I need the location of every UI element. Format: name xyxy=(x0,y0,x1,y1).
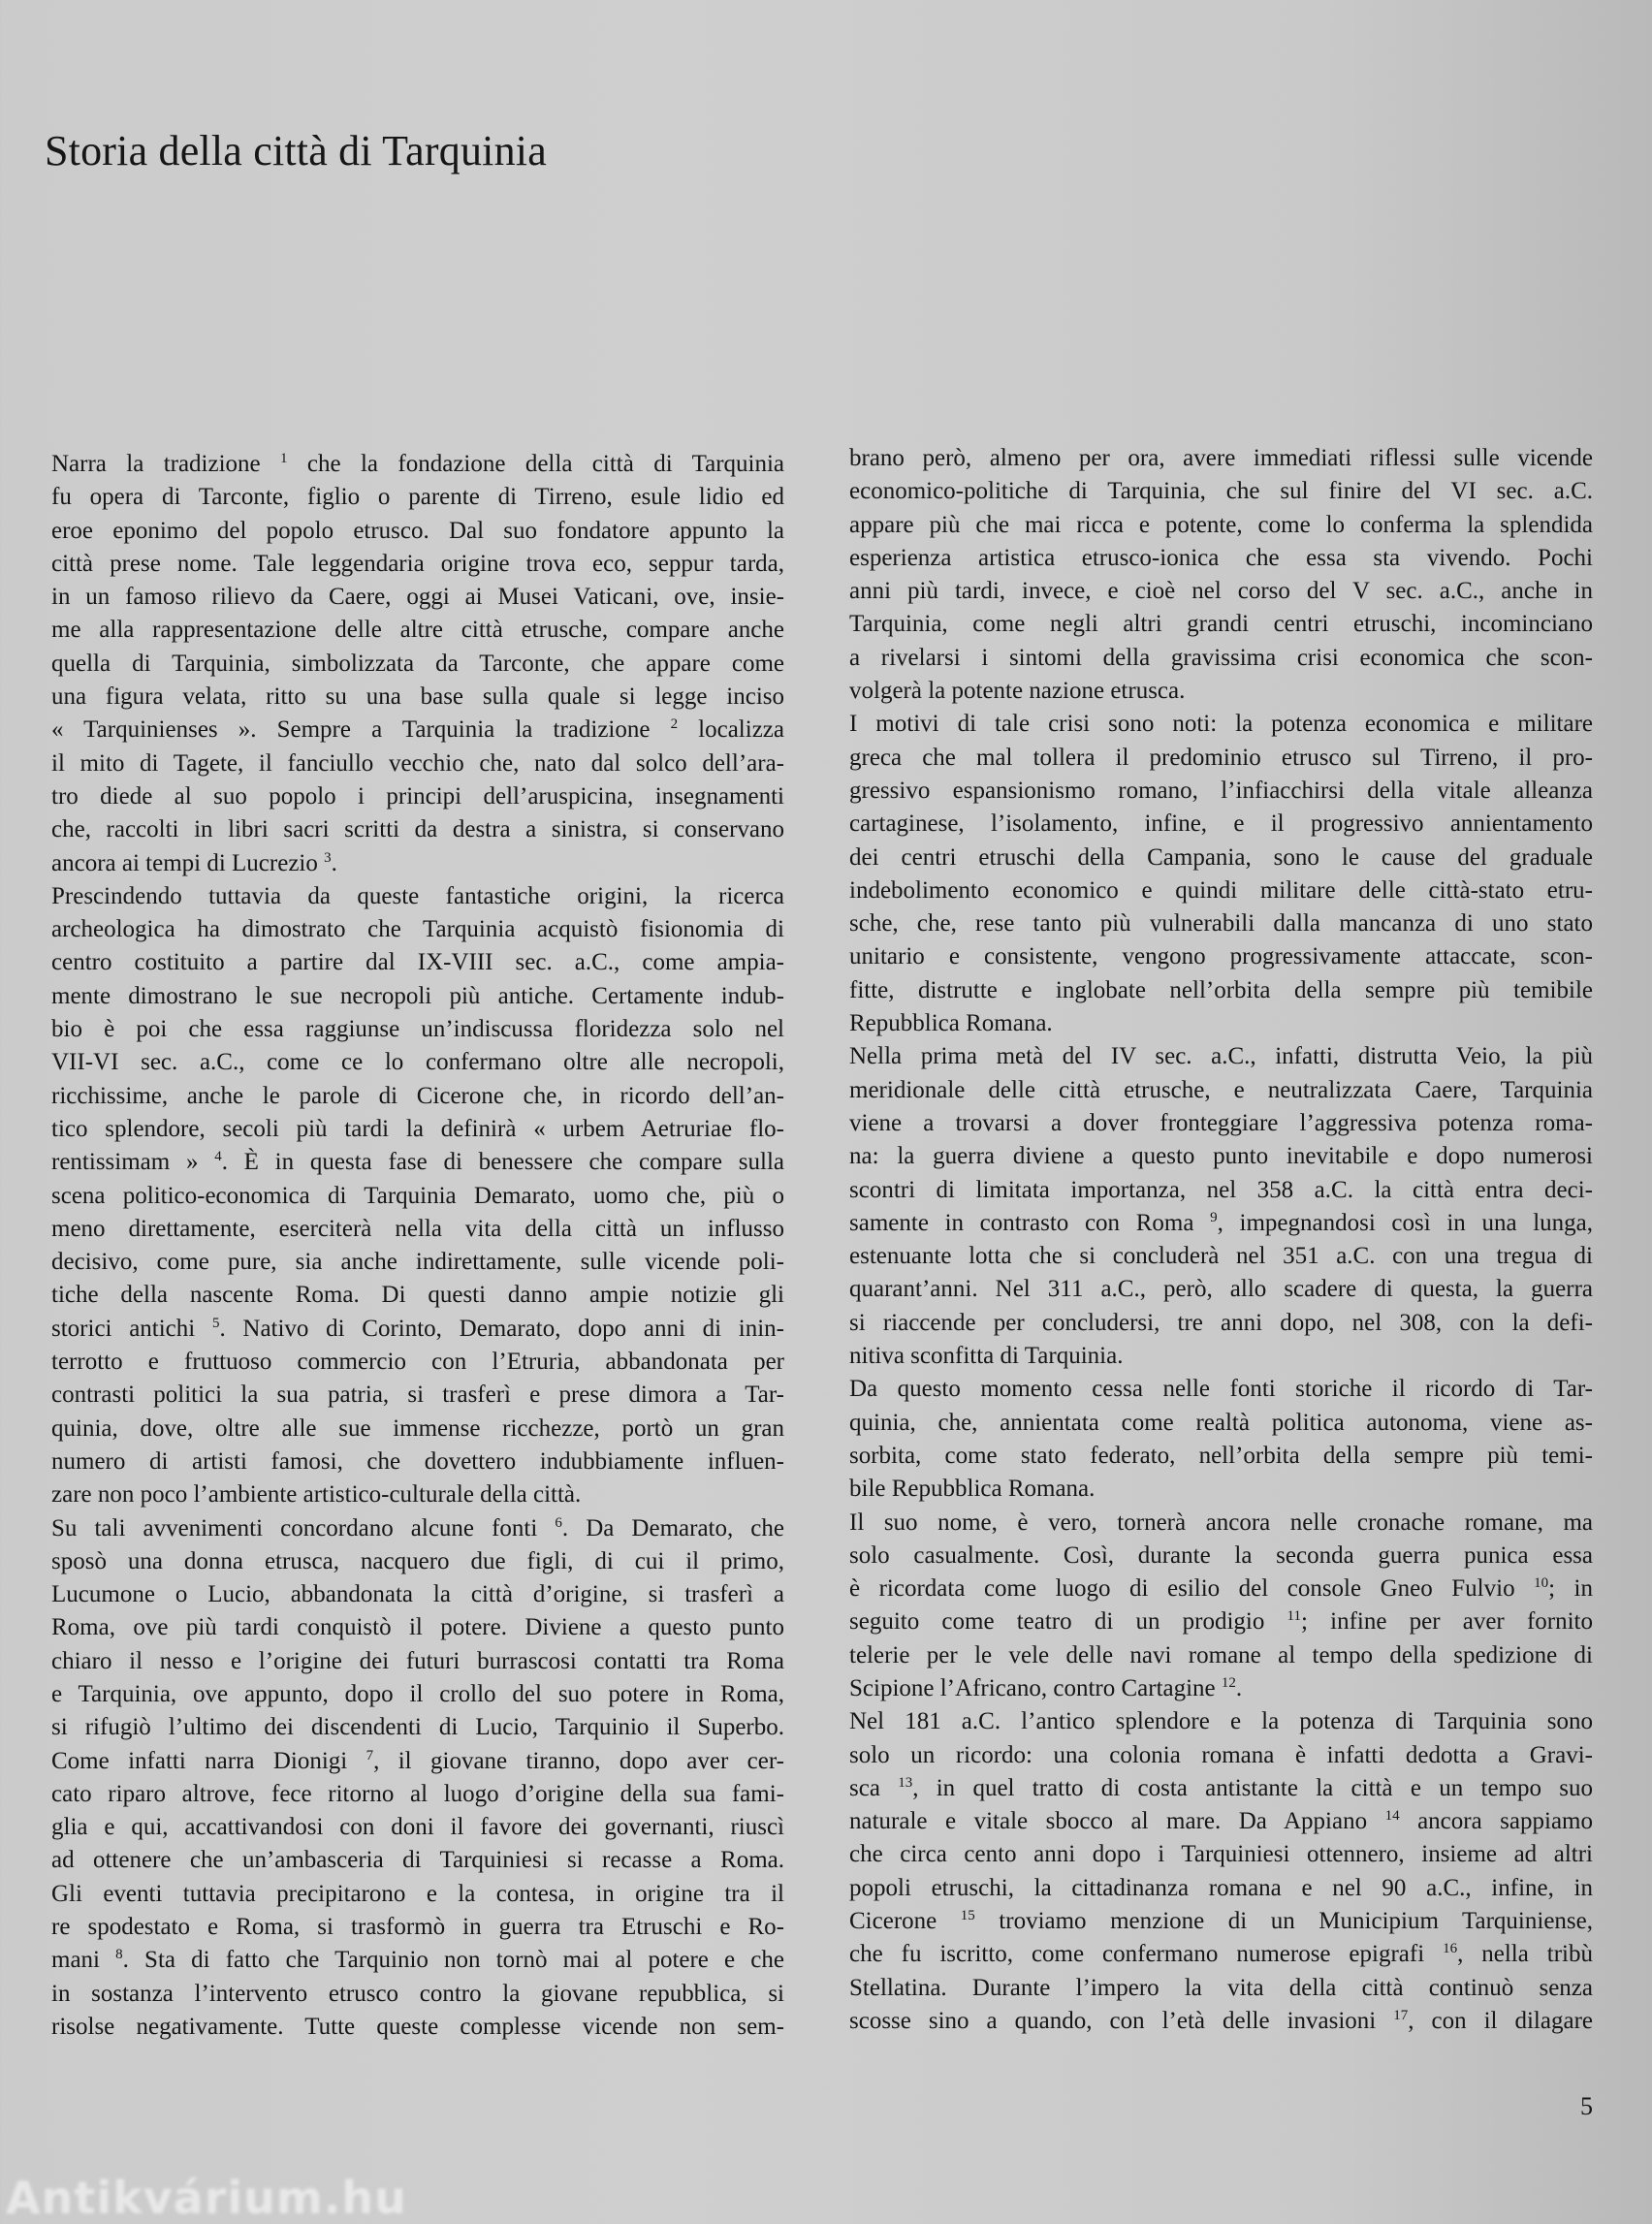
text-line: unitario e consistente, vengono progressivamente attaccate, scon- xyxy=(849,943,1593,970)
footnote-ref: 2 xyxy=(670,716,679,733)
footnote-ref: 3 xyxy=(324,849,332,866)
text-line: tro diede al suo popolo i principi dell’aruspicina, insegnamenti xyxy=(51,782,784,810)
footnote-ref: 4 xyxy=(214,1149,222,1165)
text-line: fu opera di Tarconte, figlio o parente di Tirreno, esule lidio ed xyxy=(51,484,784,511)
text-line: mani $^8$. Sta di fatto che Tarquinio non tornò mai al potere e che xyxy=(51,1947,784,1974)
text-line: quinia, che, annientata come realtà politica autonoma, viene as- xyxy=(849,1409,1593,1436)
text-line: si rifugiò l’ultimo dei discendenti di Lucio, Tarquinio il Superbo. xyxy=(51,1714,784,1741)
text-line: solo casualmente. Così, durante la seconda guerra punica essa xyxy=(849,1541,1593,1569)
text-line: in sostanza l’intervento etrusco contro la giovane repubblica, si xyxy=(51,1980,784,2007)
text-line: meno direttamente, eserciterà nella vita della città un influsso xyxy=(51,1215,784,1242)
text-line: il mito di Tagete, il fanciullo vecchio che, nato dal solco dell’ara- xyxy=(51,749,784,777)
text-line: ad ottenere che un’ambasceria di Tarquiniesi si recasse a Roma. xyxy=(51,1847,784,1874)
footnote-ref: 11 xyxy=(1287,1608,1301,1625)
text-line: anni più tardi, invece, e cioè nel corso del V sec. a.C., anche in xyxy=(849,578,1593,605)
footnote-ref: 10 xyxy=(1534,1575,1549,1592)
text-line: rentissimam » $^4$. È in questa fase di benessere che compare sulla xyxy=(51,1149,784,1176)
text-line: Tarquinia, come negli altri grandi centri etruschi, incominciano xyxy=(849,611,1593,638)
text-line: e Tarquinia, ove appunto, dopo il crollo del suo potere in Roma, xyxy=(51,1680,784,1707)
text-line: cartaginese, l’isolamento, infine, e il progressivo annientamento xyxy=(849,810,1593,838)
text-line: Gli eventi tuttavia precipitarono e la contesa, in origine tra il xyxy=(51,1880,784,1907)
text-line: solo un ricordo: una colonia romana è infatti dedotta a Gravi- xyxy=(849,1741,1593,1768)
text-line: gressivo espansionismo romano, l’infiacchirsi della vitale alleanza xyxy=(849,777,1593,804)
footnote-ref: 13 xyxy=(898,1774,913,1791)
text-line: chiaro il nesso e l’origine dei futuri burrascosi contatti tra Roma xyxy=(51,1647,784,1674)
text-line: sorbita, come stato federato, nell’orbita della sempre più temi- xyxy=(849,1442,1593,1469)
text-line: sca $^{13}$, in quel tratto di costa antistante la città e un tempo suo xyxy=(849,1774,1594,1801)
footnote-ref: 9 xyxy=(1210,1209,1218,1225)
text-line: scontri di limitata importanza, nel 358 a.C. la città entra deci- xyxy=(849,1176,1593,1203)
footnote-ref: 17 xyxy=(1393,2007,1409,2023)
text-line: samente in contrasto con Roma $^9$, impegnandosi così in una lunga, xyxy=(849,1209,1593,1236)
text-line: nitiva sconfitta di Tarquinia. xyxy=(849,1343,1124,1370)
text-line: a rivelarsi i sintomi della gravissima crisi economica che scon- xyxy=(849,644,1593,671)
text-line: in un famoso rilievo da Caere, oggi ai Musei Vaticani, ove, insie- xyxy=(51,584,784,611)
text-line: Nella prima metà del IV sec. a.C., infatti, distrutta Veio, la più xyxy=(849,1043,1593,1070)
text-line: numero di artisti famosi, che dovettero indubbiamente influen- xyxy=(51,1447,784,1475)
text-line: Il suo nome, è vero, tornerà ancora nelle cronache romane, ma xyxy=(849,1509,1593,1536)
text-line: popoli etruschi, la cittadinanza romana e nel 90 a.C., infine, in xyxy=(849,1874,1593,1901)
text-line: bile Repubblica Romana. xyxy=(849,1476,1096,1503)
text-line: storici antichi $^5$. Nativo di Corinto, Demarato, dopo anni di inin- xyxy=(51,1315,784,1342)
text-line: naturale e vitale sbocco al mare. Da Appiano $^{14}$ ancora sappiamo xyxy=(849,1808,1593,1835)
text-line: VII-VI sec. a.C., come ce lo confermano oltre alle necropoli, xyxy=(51,1049,784,1076)
text-line: risolse negativamente. Tutte queste complesse vicende non sem- xyxy=(51,2013,784,2040)
text-line: Come infatti narra Dionigi $^7$, il giovane tiranno, dopo aver cer- xyxy=(51,1747,785,1774)
text-line: una figura velata, ritto su una base sulla quale si legge inciso xyxy=(51,683,784,711)
text-line: tico splendore, secoli più tardi la definirà « urbem Aetruriae flo- xyxy=(51,1115,784,1142)
text-line: tiche della nascente Roma. Di questi danno ampie notizie gli xyxy=(51,1282,784,1309)
footnote-ref: 15 xyxy=(960,1908,975,1924)
text-line: ricchissime, anche le parole di Cicerone che, in ricordo dell’an- xyxy=(51,1082,784,1109)
text-line: me alla rappresentazione delle altre città etrusche, compare anche xyxy=(51,617,784,644)
text-line: economico-politiche di Tarquinia, che sul finire del VI sec. a.C. xyxy=(849,478,1593,505)
footnote-ref: 1 xyxy=(280,451,288,466)
text-line: decisivo, come pure, sia anche indirettamente, sulle vicende poli- xyxy=(51,1249,784,1276)
text-line: esperienza artistica etrusco-ionica che essa sta vivendo. Pochi xyxy=(849,544,1593,571)
footnote-ref: 14 xyxy=(1384,1808,1400,1825)
text-line: fitte, distrutte e inglobate nell’orbita della sempre più temibile xyxy=(849,976,1593,1003)
text-line: Repubblica Romana. xyxy=(849,1010,1053,1037)
text-line: brano però, almeno per ora, avere immediati riflessi sulle vicende xyxy=(849,445,1593,471)
text-line: Narra la tradizione $^1$ che la fondazione della città di Tarquinia xyxy=(51,451,785,477)
text-line: mente dimostrano le sue necropoli più antiche. Certamente indub- xyxy=(51,982,784,1009)
text-line: terrotto e fruttuoso commercio con l’Etruria, abbandonata per xyxy=(51,1349,784,1376)
text-line: scosse sino a quando, con l’età delle invasioni $^{17}$, con il dilagare xyxy=(849,2007,1593,2034)
text-line: estenuante lotta che si concluderà nel 351 a.C. con una tregua di xyxy=(849,1243,1593,1270)
text-line: appare più che mai ricca e potente, come lo conferma la splendida xyxy=(849,511,1593,538)
text-line: Stellatina. Durante l’impero la vita della città continuò senza xyxy=(849,1974,1593,2001)
footnote-ref: 5 xyxy=(211,1315,220,1331)
text-line: cato riparo altrove, fece ritorno al luogo d’origine della sua fami- xyxy=(51,1780,784,1807)
text-line: è ricordata come luogo di esilio del console Gneo Fulvio $^{10}$; in xyxy=(849,1575,1593,1603)
left-text-column xyxy=(51,448,784,2044)
text-line: bio è poi che essa raggiunse un’indiscussa floridezza solo nel xyxy=(51,1016,784,1043)
text-line: centro costituito a partire dal IX-VIII sec. a.C., come ampia- xyxy=(51,949,784,976)
text-line: volgerà la potente nazione etrusca. xyxy=(849,678,1186,705)
text-line: quinia, dove, oltre alle sue immense ricchezze, portò un gran xyxy=(51,1414,784,1442)
text-line: contrasti politici la sua patria, si trasferì e prese dimora a Tar- xyxy=(51,1382,784,1409)
text-line: Cicerone $^{15}$ troviamo menzione di un Municipium Tarquiniense, xyxy=(849,1908,1593,1935)
text-line: I motivi di tale crisi sono noti: la potenza economica e militare xyxy=(849,711,1593,738)
text-line: telerie per le vele delle navi romane al tempo della spedizione di xyxy=(849,1641,1593,1668)
page-title: Storia della città di Tarquinia xyxy=(45,127,547,175)
text-line: indebolimento economico e quindi militare delle città-stato etru- xyxy=(849,876,1593,904)
text-line: sposò una donna etrusca, nacquero due figli, di cui il primo, xyxy=(51,1547,784,1574)
text-line: quarant’anni. Nel 311 a.C., però, allo scadere di questa, la guerra xyxy=(849,1276,1593,1303)
text-line: quella di Tarquinia, simbolizzata da Tarconte, che appare come xyxy=(51,650,784,677)
footnote-ref: 7 xyxy=(365,1747,374,1763)
text-line: viene a trovarsi a dover fronteggiare l’aggressiva potenza roma- xyxy=(849,1109,1593,1136)
text-line: glia e qui, accattivandosi con doni il favore dei governanti, riuscì xyxy=(51,1814,784,1841)
text-line: re spodestato e Roma, si trasformò in guerra tra Etruschi e Ro- xyxy=(51,1914,784,1941)
text-line: na: la guerra diviene a questo punto inevitabile e dopo numerosi xyxy=(849,1143,1593,1170)
text-line: che, raccolti in libri sacri scritti da destra a sinistra, si conservano xyxy=(51,816,784,843)
text-line: Prescindendo tuttavia da queste fantastiche origini, la ricerca xyxy=(51,882,784,909)
text-line: si riaccende per concludersi, tre anni dopo, nel 308, con la defi- xyxy=(849,1309,1593,1336)
text-line: sche, che, rese tanto più vulnerabili dalla mancanza di uno stato xyxy=(849,910,1593,937)
text-line: seguito come teatro di un prodigio $^{11}$; infine per aver fornito xyxy=(849,1608,1593,1636)
text-line: scena politico-economica di Tarquinia Demarato, uomo che, più o xyxy=(51,1182,784,1209)
text-line: zare non poco l’ambiente artistico-culturale della città. xyxy=(51,1481,582,1509)
text-line: ancora ai tempi di Lucrezio $^3$. xyxy=(51,849,337,876)
footnote-ref: 8 xyxy=(115,1947,123,1963)
footnote-ref: 16 xyxy=(1443,1941,1458,1957)
footnote-ref: 6 xyxy=(555,1514,562,1531)
watermark: Antikvárium.hu xyxy=(6,2172,407,2224)
text-line: archeologica ha dimostrato che Tarquinia acquistò fisionomia di xyxy=(51,916,784,943)
text-line: dei centri etruschi della Campania, sono le cause del graduale xyxy=(849,843,1593,871)
text-line: Roma, ove più tardi conquistò il potere. Diviene a questo punto xyxy=(51,1614,784,1641)
text-line: che fu iscritto, come confermano numerose epigrafi $^{16}$, nella tribù xyxy=(849,1941,1593,1968)
text-line: eroe eponimo del popolo etrusco. Dal suo fondatore appunto la xyxy=(51,517,784,544)
text-line: Lucumone o Lucio, abbandonata la città d’origine, si trasferì a xyxy=(51,1581,784,1608)
page-number: 5 xyxy=(1580,2092,1593,2120)
footnote-ref: 12 xyxy=(1221,1674,1236,1691)
text-line: che circa cento anni dopo i Tarquiniesi ottennero, insieme ad altri xyxy=(849,1841,1593,1868)
text-line: Nel 181 a.C. l’antico splendore e la potenza di Tarquinia sono xyxy=(849,1708,1593,1735)
text-line: Scipione l’Africano, contro Cartagine $^{12}$. xyxy=(849,1674,1243,1701)
text-line: greca che mal tollera il predominio etrusco sul Tirreno, il pro- xyxy=(849,744,1593,771)
text-line: « Tarquinienses ». Sempre a Tarquinia la tradizione $^2$ localizza xyxy=(51,716,784,744)
text-line: Da questo momento cessa nelle fonti storiche il ricordo di Tar- xyxy=(849,1376,1593,1403)
right-text-column xyxy=(849,442,1593,2038)
text-line: città prese nome. Tale leggendaria origine trova eco, seppur tarda, xyxy=(51,550,784,577)
text-line: meridionale delle città etrusche, e neutralizzata Caere, Tarquinia xyxy=(849,1076,1593,1103)
text-line: Su tali avvenimenti concordano alcune fonti $^6$. Da Demarato, che xyxy=(51,1514,784,1541)
